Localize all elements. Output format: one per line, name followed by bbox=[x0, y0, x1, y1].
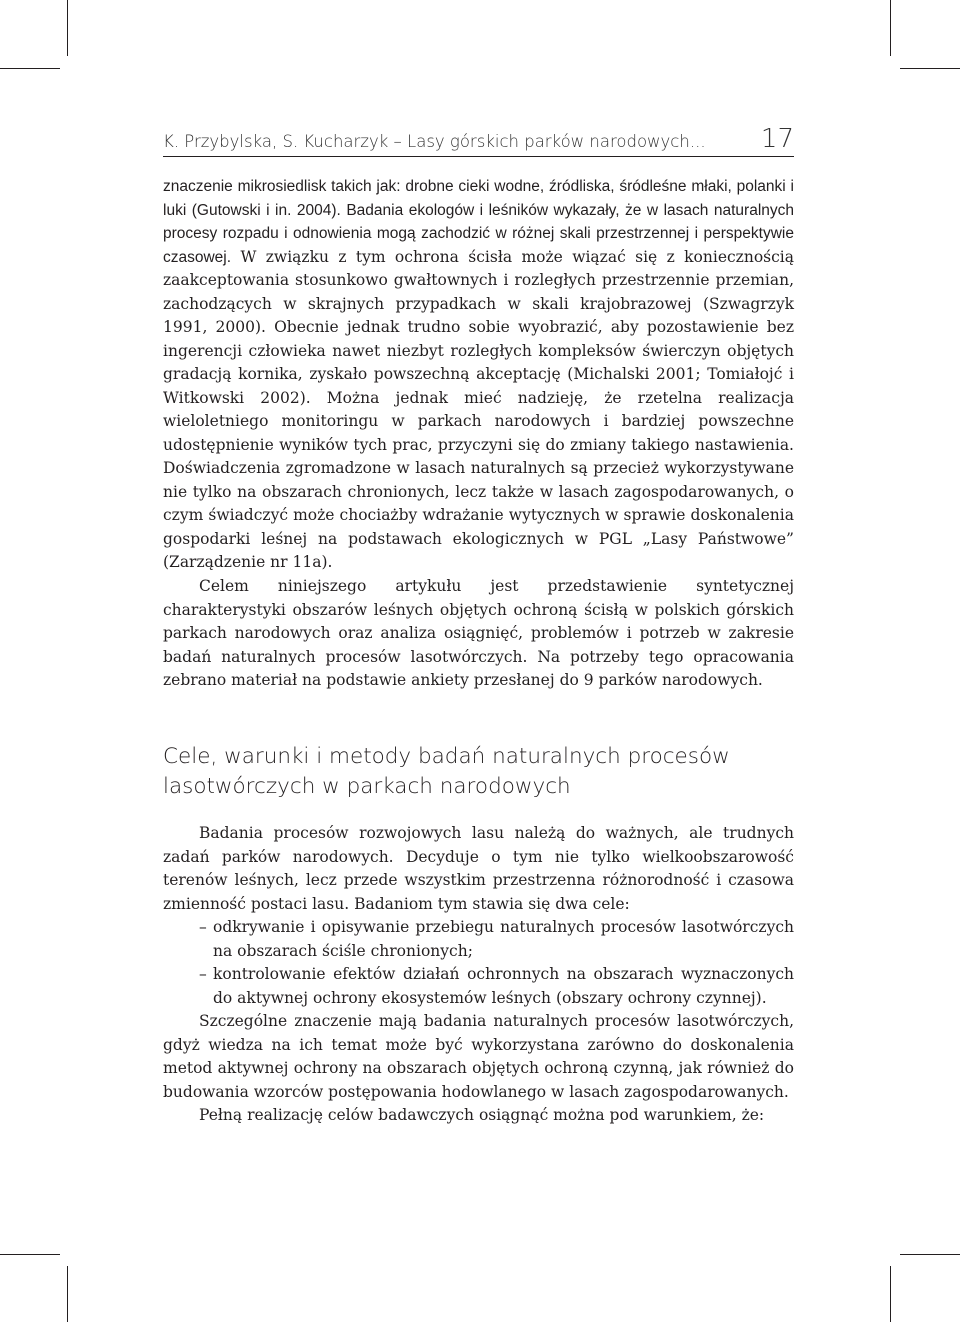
running-title: K. Przybylska, S. Kucharzyk – Lasy górskich parków narodowych... bbox=[163, 132, 706, 151]
crop-mark bbox=[67, 0, 68, 56]
list-item-text: odkrywanie i opisywanie przebiegu naturalnych procesów lasotwórczych na obszarach ściśle chronionych; bbox=[213, 918, 794, 960]
paragraph-sans-part: znaczenie mikrosiedlisk takich jak: drobne cieki wodne, źródliska, śródleśne młaki, polanki i luki (Gutowski i in. 2004). Badania ekologów i leśników wykazały, że w lasach naturalnych procesy rozpadu i odnowienia mogą zachodzić w różnej skali przestrzennej i perspektywie czasowej. bbox=[163, 178, 794, 266]
paragraph: Celem niniejszego artykułu jest przedstawienie syntetycznej charakterystyki obszarów leśnych objętych ochroną ścisłą w polskich górskich parkach narodowych oraz analiza osiągnięć, problemów i potrzeb w zakresie badań naturalnych procesów lasotwórczych. Na potrzeby tego opracowania zebrano materiał na podstawie ankiety przesłanej do 9 parków narodowych. bbox=[163, 577, 794, 689]
crop-mark bbox=[0, 1254, 60, 1255]
paragraph-serif-part: W związku z tym ochrona ścisła może wiązać się z koniecznością zaakceptowania stosunkowo gwałtownych i rozległych przestrzennie przemian, zachodzących w skrajnych przypadkach w skali krajobrazowej (Szwagrzyk 1991, 2000). Obecnie jednak trudno sobie wyobrazić, aby pozostawienie bez ingerencji człowieka nawet niezbyt rozległych kompleksów świerczyn objętych gradacją kornika, zyskało powszechną akceptację (Michalski 2001; Tomiałojć i Witkowski 2002). Można jednak mieć nadzieję, że rzetelna realizacja wieloletniego monitoringu w parkach narodowych i bardziej powszechne udostępnienie wyników tych prac, przyczyni się do zmiany takiego nastawienia. Doświadczenia zgromadzone w lasach naturalnych są przecież wykorzystywane nie tylko na obszarach chronionych, lecz także w lasach zagospodarowanych, o czym świadczyć może chociażby wdrażanie wytycznych w sprawie doskonalenia gospodarki leśnej na podstawach ekologicznych w PGL „Lasy Państwowe” (Zarządzenie nr 11a). bbox=[163, 247, 794, 571]
section-heading: Cele, warunki i metody badań naturalnych procesów lasotwórczych w parkach narodowych bbox=[163, 744, 730, 799]
list-item bbox=[163, 963, 794, 1010]
list-marker: – bbox=[199, 965, 207, 983]
paragraph: Badania procesów rozwojowych lasu należą do ważnych, ale trudnych zadań parków narodowych. Decyduje o tym nie tylko wielkoobszarowość terenów leśnych, lecz przede wszystkim przestrzenna różnorodność i czasowa zmienność postaci lasu. Badaniom tym stawia się dwa cele: bbox=[163, 824, 794, 913]
crop-mark bbox=[900, 68, 960, 69]
crop-mark bbox=[900, 1254, 960, 1255]
paragraph: Szczególne znaczenie mają badania naturalnych procesów lasotwórczych, gdyż wiedza na ich temat może być wykorzystana zarówno do doskonalenia metod aktywnej ochrony na obszarach objętych ochroną czynną, jak również do budowania wzorców postępowania hodowlanego w lasach zagospodarowanych. bbox=[163, 1012, 794, 1101]
crop-mark bbox=[890, 0, 891, 56]
crop-mark bbox=[0, 68, 60, 69]
body-text bbox=[163, 575, 794, 693]
list-marker: – bbox=[199, 918, 207, 936]
page-number: 17 bbox=[760, 124, 794, 154]
crop-mark bbox=[67, 1266, 68, 1322]
body-text bbox=[163, 175, 794, 575]
list-item bbox=[163, 916, 794, 963]
header-rule bbox=[163, 156, 794, 157]
section-body bbox=[163, 822, 794, 1128]
paragraph: Pełną realizację celów badawczych osiągnąć można pod warunkiem, że: bbox=[199, 1106, 765, 1124]
crop-mark bbox=[890, 1266, 891, 1322]
list-item-text: kontrolowanie efektów działań ochronnych na obszarach wyznaczonych do aktywnej ochrony ekosystemów leśnych (obszary ochrony czynnej). bbox=[213, 965, 794, 1007]
goals-list bbox=[163, 916, 794, 1010]
paragraph bbox=[163, 175, 794, 575]
